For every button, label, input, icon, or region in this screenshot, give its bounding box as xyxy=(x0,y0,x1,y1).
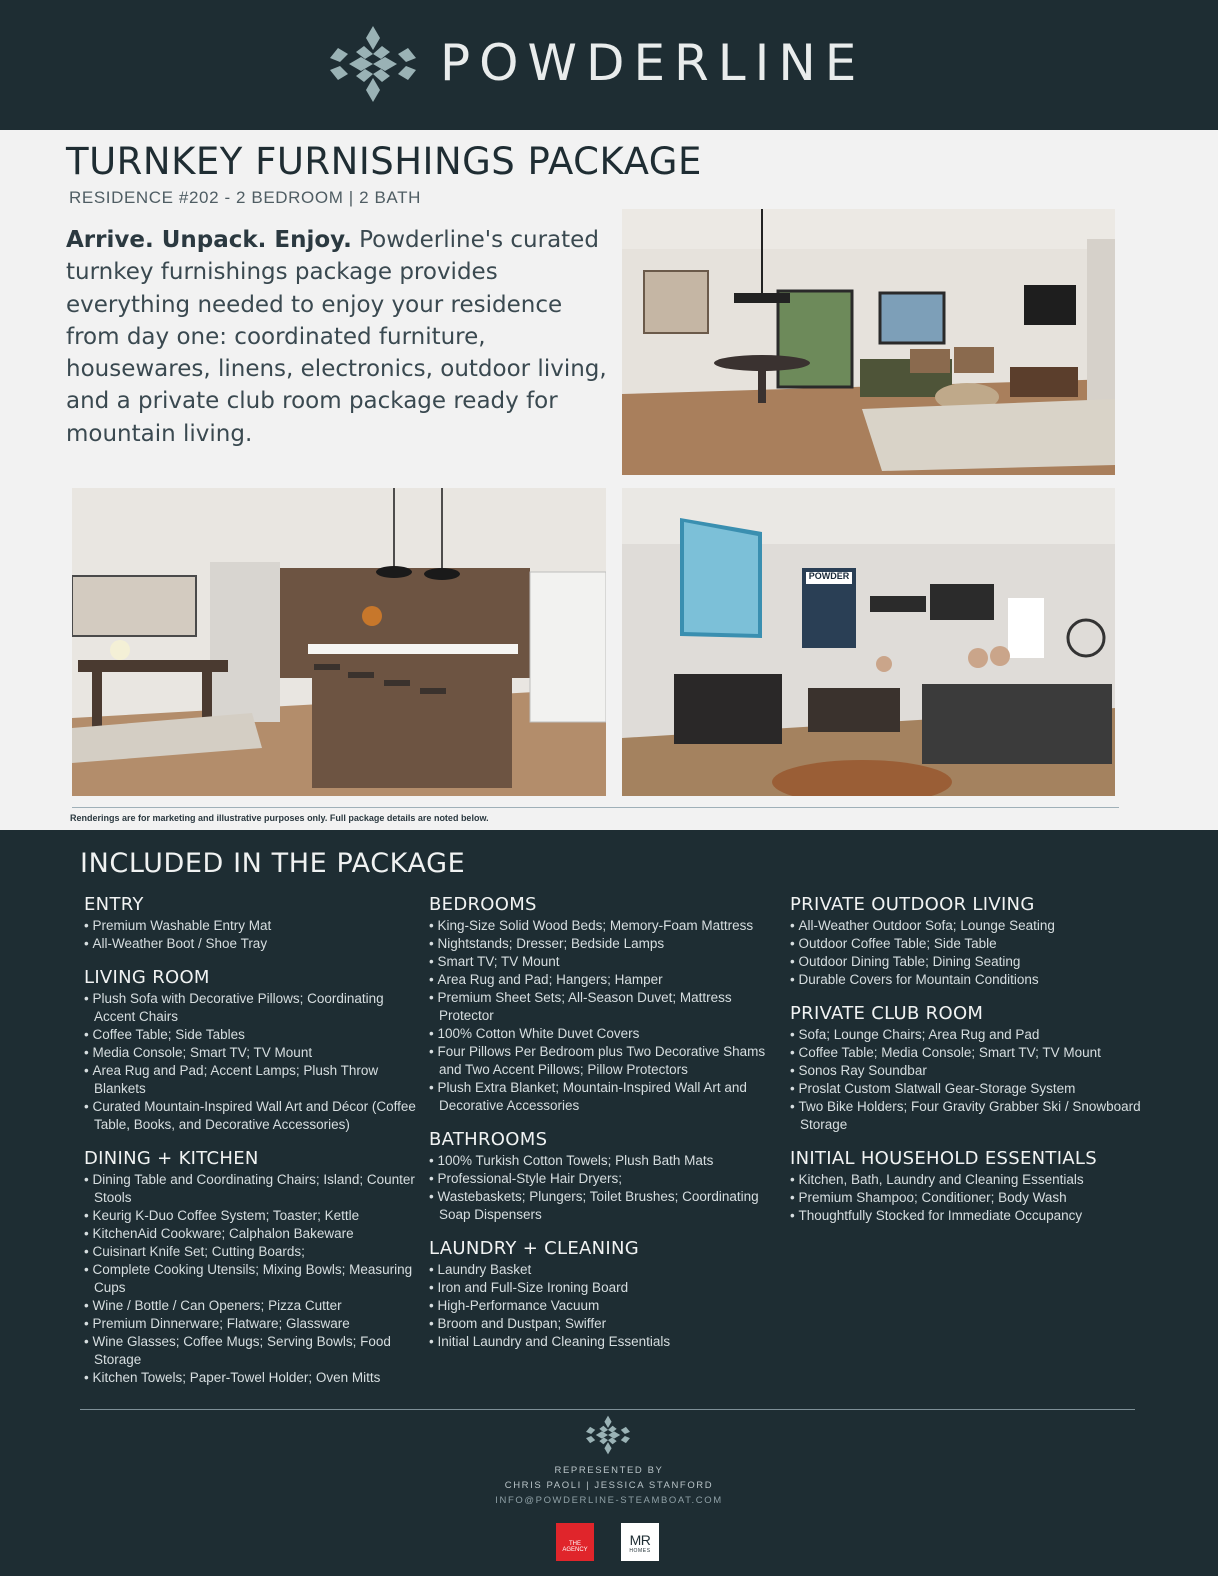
section-entry xyxy=(84,893,424,953)
section-bedrooms xyxy=(429,893,774,1115)
intro-body: Powderline's curated turnkey furnishings package provides everything needed to enjoy your residence from day one: coordinated furniture, housewares, linens, electronics, outdoor living, and a private club room package ready for mountain living. xyxy=(66,227,607,447)
mr-logo-main: MR xyxy=(629,1532,651,1548)
list-item: • Broom and Dustpan; Swiffer xyxy=(429,1315,774,1333)
item-list xyxy=(84,1171,424,1387)
item-list xyxy=(84,917,424,953)
list-item: • Kitchen, Bath, Laundry and Cleaning Essentials xyxy=(790,1171,1150,1189)
divider-line xyxy=(72,807,1119,808)
section-dining-kitchen xyxy=(84,1147,424,1387)
rendering-disclaimer: Renderings are for marketing and illustrative purposes only. Full package details are noted below. xyxy=(70,813,489,823)
list-item: • Sonos Ray Soundbar xyxy=(790,1062,1150,1080)
list-item: • All-Weather Outdoor Sofa; Lounge Seating xyxy=(790,917,1150,935)
list-item: • Area Rug and Pad; Hangers; Hamper xyxy=(429,971,774,989)
agent-names: CHRIS PAOLI | JESSICA STANFORD xyxy=(504,1480,714,1491)
kitchen-rendering xyxy=(72,488,606,796)
list-item: • Smart TV; TV Mount xyxy=(429,953,774,971)
footer-divider xyxy=(80,1409,1135,1410)
list-item: • Sofa; Lounge Chairs; Area Rug and Pad xyxy=(790,1026,1150,1044)
living-dining-rendering xyxy=(622,209,1115,475)
item-list xyxy=(429,917,774,1115)
list-item: • Professional-Style Hair Dryers; xyxy=(429,1170,774,1188)
section-heading: LIVING ROOM xyxy=(84,967,210,988)
section-club-room xyxy=(790,1002,1150,1134)
section-heading: DINING + KITCHEN xyxy=(84,1148,259,1169)
list-item: • Coffee Table; Media Console; Smart TV; TV Mount xyxy=(790,1044,1150,1062)
list-item: • Initial Laundry and Cleaning Essentials xyxy=(429,1333,774,1351)
list-item: • Four Pillows Per Bedroom plus Two Decorative Shams and Two Accent Pillows; Pillow Protectors xyxy=(429,1043,774,1079)
section-heading: INITIAL HOUSEHOLD ESSENTIALS xyxy=(790,1148,1097,1169)
list-item: • Cuisinart Knife Set; Cutting Boards; xyxy=(84,1243,424,1261)
list-item: • Laundry Basket xyxy=(429,1261,774,1279)
list-item: • Kitchen Towels; Paper-Towel Holder; Oven Mitts xyxy=(84,1369,424,1387)
represented-by-label: REPRESENTED BY xyxy=(554,1465,664,1476)
mr-homes-logo xyxy=(621,1523,659,1561)
section-heading: LAUNDRY + CLEANING xyxy=(429,1238,640,1259)
item-list xyxy=(429,1261,774,1351)
list-item: • King-Size Solid Wood Beds; Memory-Foam Mattress xyxy=(429,917,774,935)
agency-logo-text: THE AGENCY xyxy=(562,1541,588,1553)
column-right xyxy=(790,893,1150,1238)
list-item: • Premium Washable Entry Mat xyxy=(84,917,424,935)
list-item: • Wine / Bottle / Can Openers; Pizza Cutter xyxy=(84,1297,424,1315)
header-banner xyxy=(0,0,1218,130)
included-heading: INCLUDED IN THE PACKAGE xyxy=(80,848,466,879)
section-heading: PRIVATE OUTDOOR LIVING xyxy=(790,894,1035,915)
the-agency-logo xyxy=(556,1523,594,1561)
list-item: • Durable Covers for Mountain Conditions xyxy=(790,971,1150,989)
contact-email[interactable]: INFO@POWDERLINE-STEAMBOAT.COM xyxy=(495,1495,723,1506)
section-household-essentials xyxy=(790,1147,1150,1225)
list-item: • Curated Mountain-Inspired Wall Art and Décor (Coffee Table, Books, and Decorative Accessories) xyxy=(84,1098,424,1134)
list-item: • Proslat Custom Slatwall Gear-Storage System xyxy=(790,1080,1150,1098)
item-list xyxy=(429,1152,774,1224)
list-item: • Coffee Table; Side Tables xyxy=(84,1026,424,1044)
section-heading: BATHROOMS xyxy=(429,1129,548,1150)
list-item: • Premium Shampoo; Conditioner; Body Wash xyxy=(790,1189,1150,1207)
list-item: • Outdoor Coffee Table; Side Table xyxy=(790,935,1150,953)
section-heading: PRIVATE CLUB ROOM xyxy=(790,1003,984,1024)
item-list xyxy=(790,1026,1150,1134)
poster-title: POWDER xyxy=(808,571,850,581)
list-item: • Plush Sofa with Decorative Pillows; Coordinating Accent Chairs xyxy=(84,990,424,1026)
list-item: • Premium Sheet Sets; All-Season Duvet; Mattress Protector xyxy=(429,989,774,1025)
list-item: • Two Bike Holders; Four Gravity Grabber Ski / Snowboard Storage xyxy=(790,1098,1150,1134)
list-item: • 100% Turkish Cotton Towels; Plush Bath Mats xyxy=(429,1152,774,1170)
section-laundry-cleaning xyxy=(429,1237,774,1351)
list-item: • All-Weather Boot / Shoe Tray xyxy=(84,935,424,953)
list-item: • Area Rug and Pad; Accent Lamps; Plush Throw Blankets xyxy=(84,1062,424,1098)
section-outdoor-living xyxy=(790,893,1150,989)
list-item: • Wine Glasses; Coffee Mugs; Serving Bowls; Food Storage xyxy=(84,1333,424,1369)
list-item: • Wastebaskets; Plungers; Toilet Brushes; Coordinating Soap Dispensers xyxy=(429,1188,774,1224)
intro-paragraph xyxy=(66,224,614,450)
snowflake-logo-icon xyxy=(328,24,418,104)
list-item: • High-Performance Vacuum xyxy=(429,1297,774,1315)
section-heading: BEDROOMS xyxy=(429,894,537,915)
page-title: TURNKEY FURNISHINGS PACKAGE xyxy=(66,140,702,183)
item-list xyxy=(790,917,1150,989)
residence-subtitle: RESIDENCE #202 - 2 BEDROOM | 2 BATH xyxy=(69,188,421,207)
intro-lead: Arrive. Unpack. Enjoy. xyxy=(66,227,352,253)
column-middle xyxy=(429,893,774,1364)
brand-wordmark: POWDERLINE xyxy=(440,34,866,92)
section-bathrooms xyxy=(429,1128,774,1224)
list-item: • Iron and Full-Size Ironing Board xyxy=(429,1279,774,1297)
list-item: • KitchenAid Cookware; Calphalon Bakeware xyxy=(84,1225,424,1243)
list-item: • Outdoor Dining Table; Dining Seating xyxy=(790,953,1150,971)
column-left xyxy=(84,893,424,1400)
item-list xyxy=(84,990,424,1134)
list-item: • Premium Dinnerware; Flatware; Glassware xyxy=(84,1315,424,1333)
section-heading: ENTRY xyxy=(84,894,144,915)
list-item: • Dining Table and Coordinating Chairs; Island; Counter Stools xyxy=(84,1171,424,1207)
list-item: • Complete Cooking Utensils; Mixing Bowls; Measuring Cups xyxy=(84,1261,424,1297)
club-room-rendering xyxy=(622,488,1115,796)
list-item: • Plush Extra Blanket; Mountain-Inspired Wall Art and Decorative Accessories xyxy=(429,1079,774,1115)
section-living-room xyxy=(84,966,424,1134)
snowflake-footer-icon xyxy=(585,1414,631,1456)
item-list xyxy=(790,1171,1150,1225)
list-item: • Keurig K-Duo Coffee System; Toaster; Kettle xyxy=(84,1207,424,1225)
list-item: • Nightstands; Dresser; Bedside Lamps xyxy=(429,935,774,953)
list-item: • Thoughtfully Stocked for Immediate Occupancy xyxy=(790,1207,1150,1225)
mr-logo-sub: HOMES xyxy=(629,1548,651,1554)
list-item: • 100% Cotton White Duvet Covers xyxy=(429,1025,774,1043)
list-item: • Media Console; Smart TV; TV Mount xyxy=(84,1044,424,1062)
